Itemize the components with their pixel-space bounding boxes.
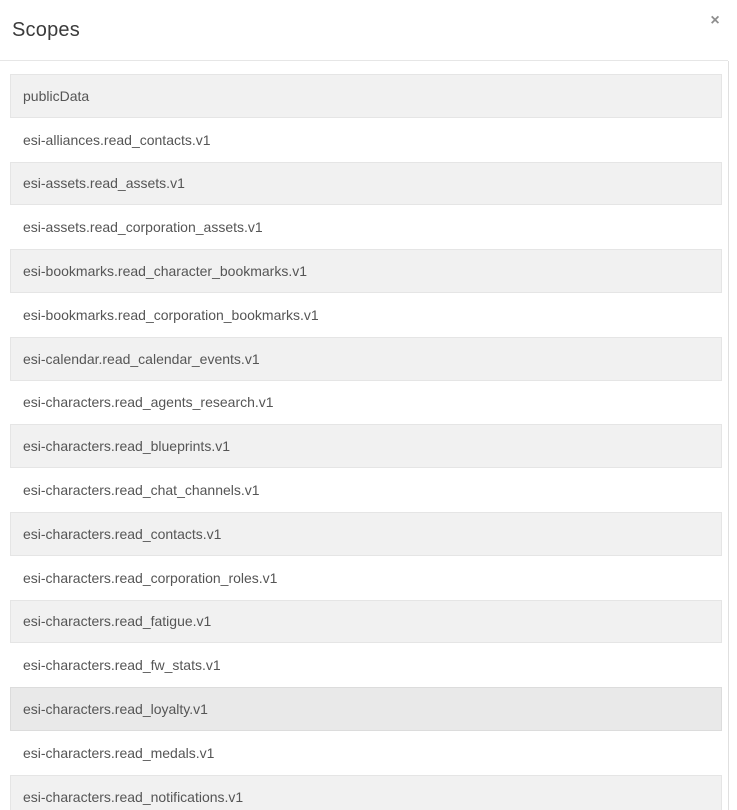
scope-row[interactable] (10, 337, 722, 381)
scope-row[interactable] (10, 293, 722, 337)
scope-row[interactable] (10, 556, 722, 600)
scope-row[interactable] (10, 643, 722, 687)
scope-name: esi-characters.read_blueprints.v1 (23, 438, 230, 455)
scope-name: esi-characters.read_agents_research.v1 (23, 394, 274, 411)
scope-name: esi-characters.read_corporation_roles.v1 (23, 569, 278, 586)
scope-row[interactable] (10, 118, 722, 162)
scope-row[interactable] (10, 600, 722, 644)
scope-name: esi-characters.read_loyalty.v1 (23, 701, 208, 718)
scope-name: esi-characters.read_medals.v1 (23, 744, 215, 761)
modal-body (0, 61, 729, 810)
scope-name: esi-characters.read_fw_stats.v1 (23, 657, 221, 674)
scope-name: esi-alliances.read_contacts.v1 (23, 131, 211, 148)
scope-name: publicData (23, 87, 90, 104)
scope-row[interactable] (10, 468, 722, 512)
scope-name: esi-bookmarks.read_corporation_bookmarks.v1 (23, 306, 319, 323)
scope-name: esi-characters.read_notifications.v1 (23, 788, 244, 805)
scope-name: esi-bookmarks.read_character_bookmarks.v1 (23, 263, 308, 280)
scope-row[interactable] (10, 512, 722, 556)
scope-name: esi-characters.read_chat_channels.v1 (23, 482, 260, 499)
scope-name: esi-characters.read_contacts.v1 (23, 525, 222, 542)
scope-row[interactable] (10, 775, 722, 810)
scope-row[interactable] (10, 249, 722, 293)
scope-name: esi-calendar.read_calendar_events.v1 (23, 350, 260, 367)
modal-title: Scopes (12, 19, 80, 41)
modal-header (0, 0, 728, 61)
scope-row[interactable] (10, 74, 722, 118)
scope-row[interactable] (10, 162, 722, 206)
scope-row[interactable] (10, 424, 722, 468)
scope-row[interactable] (10, 205, 722, 249)
scope-list (10, 74, 722, 810)
scope-name: esi-characters.read_fatigue.v1 (23, 613, 212, 630)
scope-name: esi-assets.read_assets.v1 (23, 175, 185, 192)
scope-row[interactable] (10, 381, 722, 425)
close-icon[interactable]: × (704, 10, 726, 32)
scope-name: esi-assets.read_corporation_assets.v1 (23, 219, 263, 236)
scope-row[interactable] (10, 687, 722, 731)
scope-row[interactable] (10, 731, 722, 775)
